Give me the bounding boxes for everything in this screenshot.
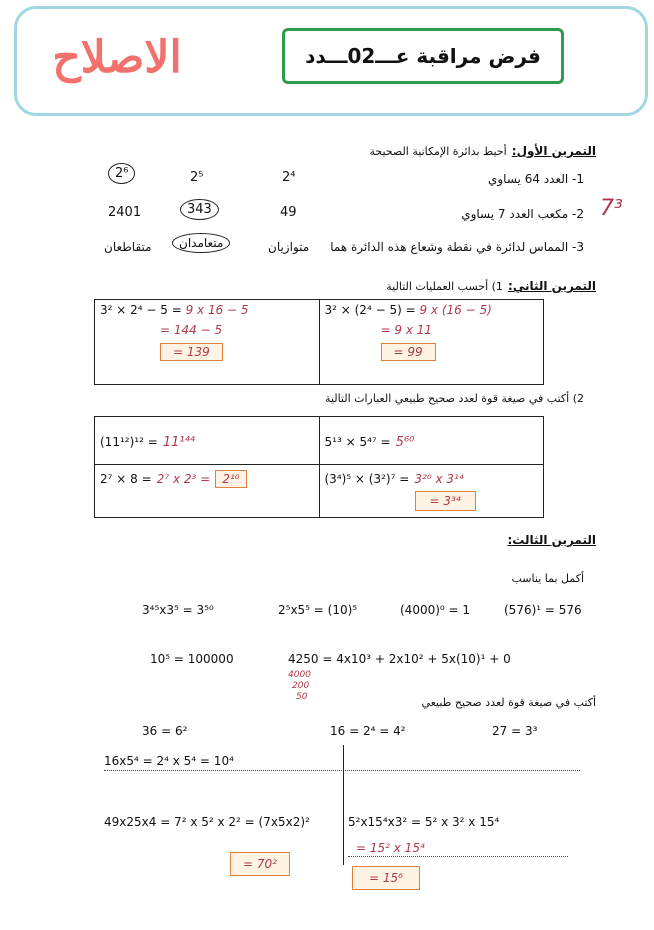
- cell-e-answer: 2¹⁰: [215, 470, 246, 488]
- ex2-table-2: [94, 416, 544, 518]
- q2-option-2-label: 343: [180, 199, 219, 220]
- r4-dotted-line: [104, 770, 580, 771]
- correction-label: الاصلاح: [52, 31, 182, 83]
- cell-b-work1: 9 x (16 − 5): [419, 303, 492, 317]
- cell-b: [319, 300, 544, 385]
- r1-item-4: (576)¹ = 576: [504, 603, 582, 617]
- r1-item-2: 2⁵x5⁵ = (10)⁵: [278, 603, 358, 617]
- ex3-heading: التمرين الثالث:: [507, 533, 596, 547]
- cell-c: [95, 417, 320, 465]
- cell-c-work: 11¹⁴⁴: [162, 435, 196, 450]
- ex2-part2: 2) أكتب في صيغة قوة لعدد صحيح طبيعي العبارات التالية: [325, 392, 584, 405]
- q2-option-2: [180, 202, 219, 217]
- cell-b-work2: = 9 x 11: [380, 323, 433, 337]
- r2-side-work: [288, 670, 311, 703]
- cell-e-work: 2⁷ x 2³ =: [156, 472, 211, 486]
- r3-item-3: 27 = 3³: [492, 724, 538, 738]
- cell-a-work1: 9 x 16 − 5: [185, 303, 249, 317]
- ex3-instr1: أكمل بما يناسب: [511, 572, 584, 585]
- exam-title: فرض مراقبة عـــ02ـــدد: [282, 28, 564, 84]
- r4-item: 16x5⁴ = 2⁴ x 5⁴ = 10⁴: [104, 754, 234, 768]
- cell-b-expr: 3² × (2⁴ − 5) =: [324, 303, 416, 317]
- cell-e: [95, 465, 320, 518]
- q1-option-1-label: 2⁶: [108, 163, 135, 184]
- q3-option-1: متقاطعان: [104, 240, 152, 254]
- cell-a-work2: = 144 − 5: [160, 323, 223, 337]
- q3-option-3: متوازيان: [268, 240, 310, 254]
- cell-d-work: 5⁶⁰: [395, 435, 415, 450]
- q1-text: 1- العدد 64 يساوي: [487, 172, 584, 186]
- cell-f-work: 3²⁰ x 3¹⁴: [414, 472, 464, 486]
- q2-option-1: 2401: [108, 205, 142, 220]
- ex2-heading-line: [386, 275, 596, 294]
- r2-side-2: 200: [292, 681, 310, 691]
- q3-option-2-label: متعامدان: [172, 233, 230, 253]
- cell-a: [95, 300, 320, 385]
- r2-side-1: 4000: [288, 670, 311, 680]
- q2-option-3: 49: [280, 205, 297, 220]
- q1-option-1: [108, 166, 135, 181]
- cell-f-answer: = 3³⁴: [415, 491, 476, 511]
- cell-d: [319, 417, 544, 465]
- ex2-part1: 1) أحسب العمليات التالية: [386, 280, 503, 293]
- cell-f: [319, 465, 544, 518]
- cell-c-expr: (11¹²)¹² =: [100, 435, 158, 449]
- r5b-answer: = 15⁶: [352, 866, 420, 890]
- r5b-item: 5²x15⁴x3² = 5² x 3² x 15⁴: [348, 815, 500, 829]
- r5a-item: 49x25x4 = 7² x 5² x 2² = (7x5x2)²: [104, 815, 310, 829]
- cell-d-expr: 5¹³ × 5⁴⁷ =: [324, 435, 391, 449]
- cell-a-expr: 3² × 2⁴ − 5 =: [100, 303, 182, 317]
- r5-divider: [343, 745, 344, 865]
- cell-e-expr: 2⁷ × 8 =: [100, 472, 152, 486]
- r3-item-1: 36 = 6²: [142, 724, 188, 738]
- r2-item-1: 10⁵ = 100000: [150, 652, 234, 666]
- q3-option-2: [172, 236, 230, 250]
- ex1-instruction: أحيط بدائرة الإمكانية الصحيحة: [369, 145, 507, 158]
- r1-item-1: 3⁴⁵x3⁵ = 3⁵⁰: [142, 603, 214, 617]
- r3-item-2: 16 = 2⁴ = 4²: [330, 724, 406, 738]
- ex3-instr2: أكتب في صيغة قوة لعدد صحيح طبيعي: [421, 696, 596, 709]
- ex2-heading: التمرين الثاني:: [508, 279, 596, 293]
- cell-f-expr: (3⁴)⁵ × (3²)⁷ =: [324, 472, 410, 486]
- q2-text: 2- مكعب العدد 7 يساوي: [461, 207, 584, 221]
- r5b-dotted-line: [348, 856, 568, 857]
- cell-b-answer: = 99: [381, 343, 436, 361]
- ex2-table-1: [94, 299, 544, 385]
- r2-item-2: 4250 = 4x10³ + 2x10² + 5x(10)¹ + 0: [288, 652, 511, 666]
- r2-side-3: 50: [296, 692, 308, 702]
- r1-item-3: (4000)⁰ = 1: [400, 603, 471, 617]
- cell-a-answer: = 139: [160, 343, 223, 361]
- r5a-answer: = 70²: [230, 852, 290, 876]
- ex1-heading-line: [369, 140, 596, 159]
- q3-text: 3- المماس لدائرة في نقطة وشعاع هذه الدائرة هما: [330, 240, 584, 254]
- q1-option-3: 2⁴: [282, 170, 296, 185]
- r5b-work: = 15² x 15⁴: [356, 841, 425, 855]
- q1-option-2: 2⁵: [190, 170, 204, 185]
- ex1-heading: التمرين الأول:: [511, 144, 596, 158]
- q2-note: 7³: [600, 196, 623, 221]
